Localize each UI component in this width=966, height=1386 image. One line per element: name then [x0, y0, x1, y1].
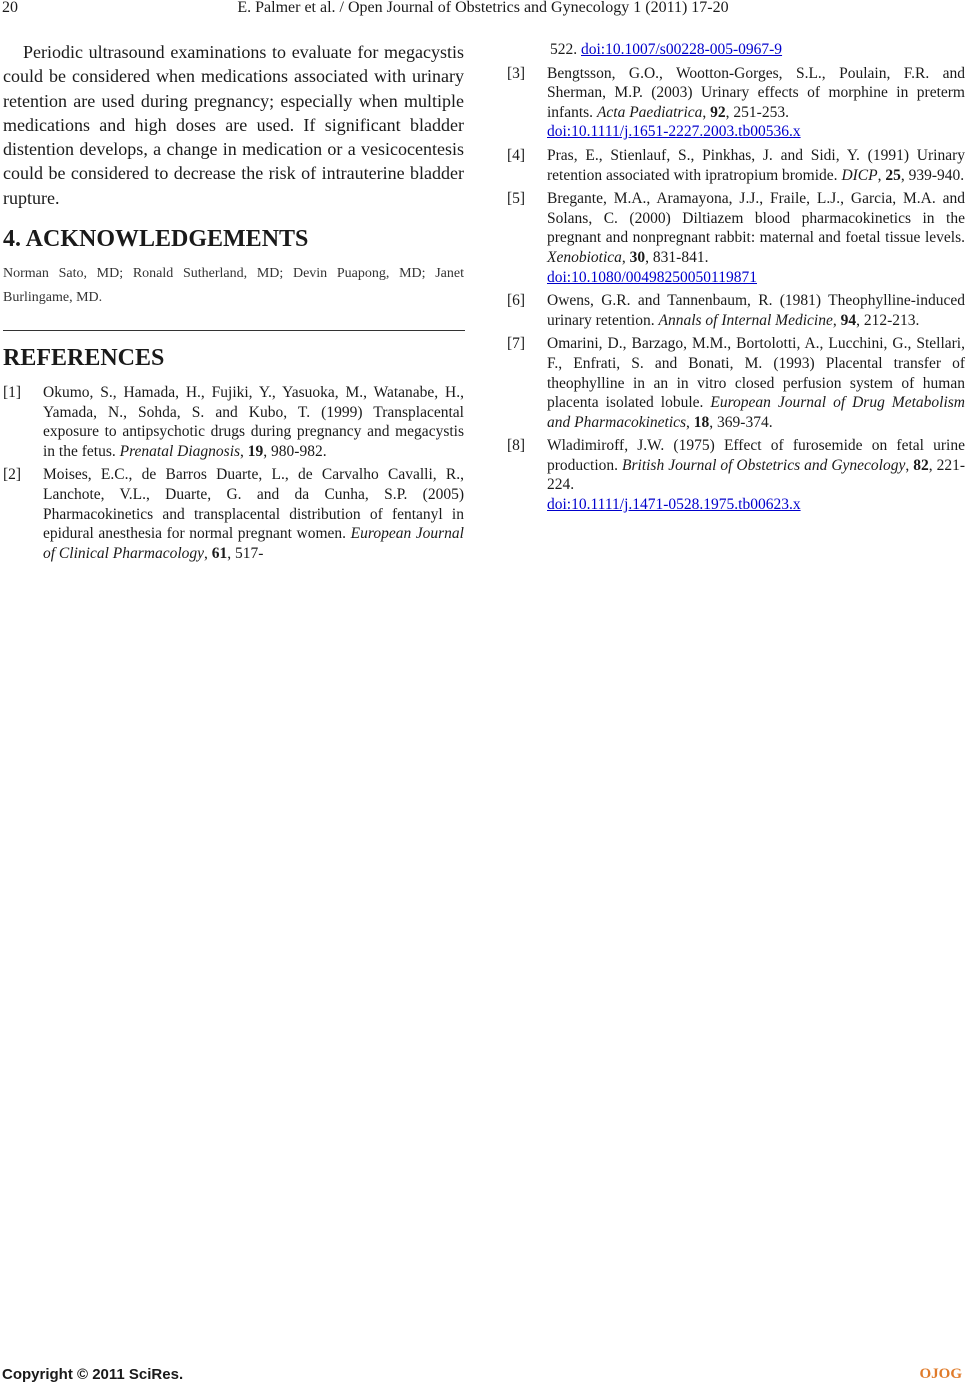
- reference-item: [507, 64, 965, 142]
- reference-separator: ,: [686, 413, 694, 431]
- left-column: [3, 40, 464, 567]
- reference-pages: , 212-213.: [856, 311, 920, 329]
- journal-abbrev: OJOG: [919, 1366, 962, 1382]
- reference-doi-link[interactable]: doi:10.1111/j.1471-0528.1975.tb00623.x: [547, 496, 801, 514]
- reference-journal: Xenobiotica: [547, 248, 622, 266]
- reference-text: Wladimiroff, J.W. (1975) Effect of furosemide on fetal urine production.: [547, 437, 965, 474]
- reference-text: Okumo, S., Hamada, H., Fujiki, Y., Yasuoka, M., Watanabe, H., Yamada, N., Sohda, S. and Kubo, T. (1999) Transplacental exposure to antipsychotic drugs during pregnancy and megacystis in the fetus.: [43, 384, 464, 460]
- reference-number: [6]: [507, 292, 526, 310]
- reference-pages: , 517-: [227, 544, 264, 562]
- reference-text: Pras, E., Stienlauf, S., Pinkhas, J. and Sidi, Y. (1991) Urinary retention associated with ipratropium bromide.: [547, 146, 965, 184]
- reference-journal: Prenatal Diagnosis: [119, 442, 241, 460]
- right-column: [507, 40, 965, 519]
- reference-number: [4]: [507, 146, 526, 164]
- reference-separator: ,: [240, 442, 248, 460]
- running-head: E. Palmer et al. / Open Journal of Obstetrics and Gynecology 1 (2011) 17-20: [237, 0, 729, 16]
- reference-item: [507, 291, 965, 330]
- reference-2-continuation: [507, 40, 965, 60]
- reference-pages: , 251-253.: [725, 103, 789, 121]
- reference-item: [507, 436, 965, 514]
- reference-separator: ,: [621, 248, 630, 266]
- reference-journal: British Journal of Obstetrics and Gynecology: [622, 456, 906, 474]
- reference-number: [3]: [507, 64, 526, 82]
- reference-volume: 30: [629, 248, 646, 266]
- reference-journal: Acta Paediatrica: [596, 103, 703, 121]
- reference-number: [5]: [507, 190, 526, 208]
- reference-doi-link[interactable]: doi:10.1111/j.1651-2227.2003.tb00536.x: [547, 123, 801, 141]
- reference-separator: ,: [905, 456, 914, 474]
- reference-journal: Annals of Internal Medicine: [658, 311, 833, 329]
- copyright-footer: Copyright © 2011 SciRes.: [2, 1366, 184, 1383]
- reference-pages: , 369-374.: [709, 413, 773, 431]
- reference-journal: DICP: [841, 166, 878, 184]
- reference-item: [3, 383, 464, 461]
- reference-text: Omarini, D., Barzago, M.M., Bortolotti, A., Lucchini, G., Stellari, F., Enfrati, S. and Bonati, M. (1993) Placental transfer of theophylline in an in vitro closed perfusion system of human placenta isolated lobule.: [547, 335, 965, 412]
- reference-volume: 18: [693, 413, 710, 431]
- references-list-right: [507, 64, 965, 515]
- page-number: 20: [2, 0, 18, 16]
- reference-item: [507, 189, 965, 287]
- reference-item: [507, 146, 965, 185]
- reference-item: [3, 465, 464, 563]
- reference-number: [2]: [3, 466, 22, 484]
- reference-item: [507, 334, 965, 432]
- reference-number: [8]: [507, 437, 526, 455]
- reference-text: Moises, E.C., de Barros Duarte, L., de Carvalho Cavalli, R., Lanchote, V.L., Duarte, G. and da Cunha, S.P. (2005) Pharmacokinetics and transplacental distribution of fentanyl in epidural anesthesia for normal pregnant women.: [43, 466, 464, 543]
- acknowledgements-text: Norman Sato, MD; Ronald Sutherland, MD; Devin Puapong, MD; Janet Burlingame, MD.: [3, 266, 464, 306]
- reference-text: Bengtsson, G.O., Wootton-Gorges, S.L., Poulain, F.R. and Sherman, M.P. (2003) Urinary effects of morphine in preterm infants.: [547, 64, 965, 121]
- reference-pages: , 831-841.: [645, 248, 709, 266]
- reference-separator: ,: [702, 103, 711, 121]
- reference-journal: European Journal of Clinical Pharmacology: [43, 525, 464, 562]
- reference-number: [7]: [507, 335, 526, 353]
- reference-volume: 92: [710, 103, 726, 121]
- acknowledgements-heading: 4. ACKNOWLEDGEMENTS: [3, 226, 309, 253]
- section-divider: [3, 330, 465, 331]
- reference-volume: 25: [885, 166, 901, 184]
- references-heading: REFERENCES: [3, 345, 165, 372]
- reference-separator: ,: [832, 311, 841, 329]
- reference-pages: , 939-940.: [900, 166, 965, 184]
- reference-volume: 82: [913, 456, 929, 474]
- reference-text: Owens, G.R. and Tannenbaum, R. (1981) Theophylline-induced urinary retention.: [547, 292, 965, 329]
- reference-volume: 61: [211, 544, 228, 562]
- reference-journal: European Journal of Drug Metabolism and Pharmacokinetics: [547, 394, 965, 431]
- reference-2-pages: 522.: [550, 41, 581, 58]
- reference-2-doi-link[interactable]: doi:10.1007/s00228-005-0967-9: [581, 41, 783, 58]
- reference-text: Bregante, M.A., Aramayona, J.J., Fraile, L.J., Garcia, M.A. and Solans, C. (2000) Diltiazem blood pharmacokinetics in the pregnant and nonpregnant rabbit: maternal and foetal tissue levels.: [547, 190, 965, 247]
- reference-pages: , 221-224.: [547, 456, 965, 494]
- reference-doi-link[interactable]: doi:10.1080/00498250050119871: [547, 268, 757, 286]
- reference-separator: ,: [877, 166, 886, 184]
- body-paragraph: Periodic ultrasound examinations to evaluate for megacystis could be considered when medications associated with urinary retention are used during pregnancy; especially when multiple medications and high doses are used. If significant bladder distention develops, a change in medication or a vesicocentesis could be considered to decrease the risk of intrauterine bladder rupture.: [3, 42, 464, 208]
- reference-volume: 94: [840, 311, 857, 329]
- reference-separator: ,: [204, 544, 212, 562]
- reference-volume: 19: [247, 442, 264, 460]
- reference-pages: , 980-982.: [263, 442, 327, 460]
- references-list-left: [3, 383, 464, 563]
- reference-number: [1]: [3, 384, 22, 402]
